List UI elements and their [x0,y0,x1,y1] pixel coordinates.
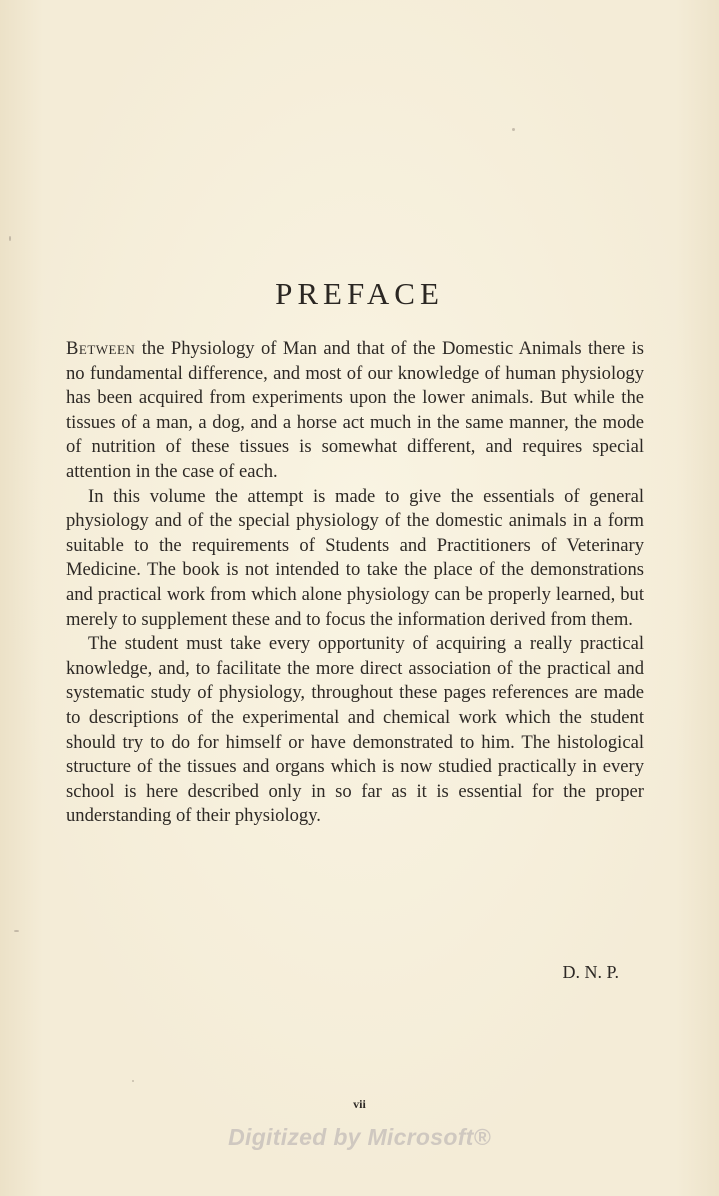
page-number: vii [353,1097,366,1111]
author-initials: D. N. P. [562,962,619,982]
paragraph-1 [66,337,644,485]
page-title: PREFACE [275,276,444,311]
paragraph-2: In this volume the attempt is made to give the essentials of general physiology and of the special physiology of the domestic animals in a form suitable to the requirements of Students and Practitioners of Veterinary Medicine. The book is not intended to take the place of the demonstrations and practical work from which alone physiology can be properly learned, but merely to supplement these and to focus the information derived from them. [66,485,644,630]
paper-speck [132,1080,134,1082]
lead-word: Between [66,338,136,359]
paragraph-1-text: the Physiology of Man and that of the Domestic Animals there is no fundamental difference, and most of our knowledge of human physiology has been acquired from experiments upon the lower animals. But while the tissues of a man, a dog, and a horse act much in the same manner, the mode of nutrition of these tissues is somewhat different, and requires special attention in the case of each. [66,338,644,482]
paper-speck [14,930,19,932]
preface-body [66,337,644,829]
paper-speck [512,128,515,131]
paragraph-3: The student must take every opportunity of acquiring a really practical knowledge, and, to facilitate the more direct association of the practical and systematic study of physiology, throughout these pages references are made to descriptions of the experimental and chemical work which the student should try to do for himself or have demonstrated to him. The histological structure of the tissues and organs which is now studied practically in every school is here described only in so far as it is essential for the proper understanding of their physiology. [66,633,644,827]
digitization-watermark: Digitized by Microsoft® [228,1124,491,1150]
paper-speck [9,236,11,241]
